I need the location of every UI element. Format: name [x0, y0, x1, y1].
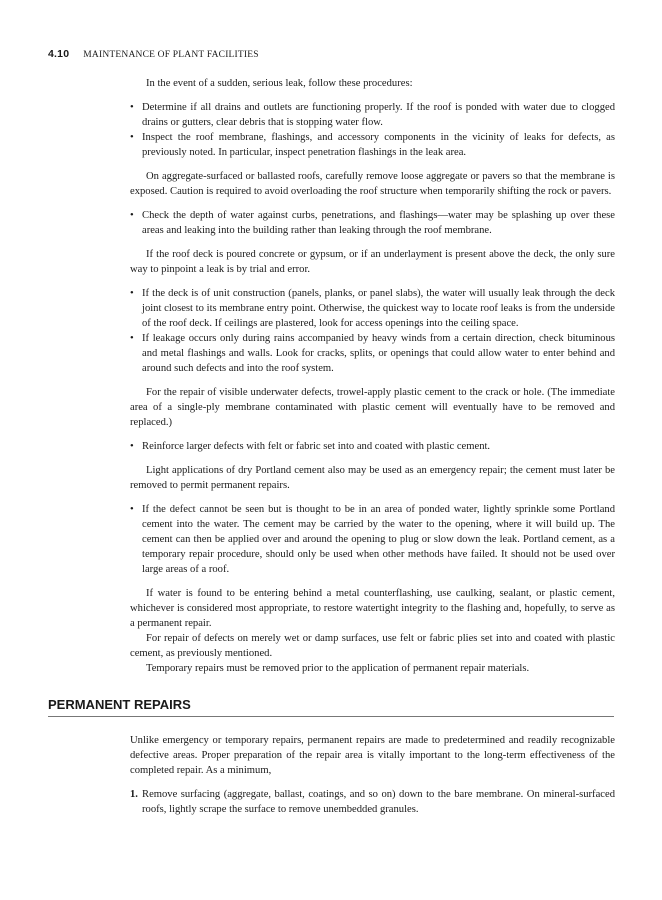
bullet-text: Reinforce larger defects with felt or fabric set into and coated with plastic cement.: [142, 441, 491, 452]
section-heading: PERMANENT REPAIRS: [48, 697, 614, 717]
running-title: MAINTENANCE OF PLANT FACILITIES: [83, 50, 259, 60]
numbered-item: [130, 787, 615, 817]
bullet-text: Determine if all drains and outlets are functioning properly. If the roof is ponded with water due to clogged drains or gutters, clear debris that is stopping water flow.: [142, 102, 615, 128]
bullet-item: [130, 502, 615, 577]
running-header: [48, 48, 259, 60]
paragraph: Unlike emergency or temporary repairs, permanent repairs are made to predetermined and readily recognizable defective areas. Proper preparation of the repair area is vitally important to the long-term effectiveness of the completed repair. As a minimum,: [130, 735, 615, 776]
bullet-text: If leakage occurs only during rains accompanied by heavy winds from a certain direction, check bituminous and metal flashings and walls. Look for cracks, splits, or openings that could allow water to enter behind and around such defects and into the roof system.: [142, 333, 615, 374]
bullet-marker: •: [130, 288, 134, 299]
section-body: [130, 733, 615, 817]
page-number: 4.10: [48, 48, 70, 60]
paragraph: For the repair of visible underwater defects, trowel-apply plastic cement to the crack or hole. (The immediate area of a single-ply membrane contaminated with plastic cement will eventually have to be removed and replaced.): [130, 387, 615, 428]
bullet-marker: •: [130, 441, 134, 452]
bullet-item: [130, 439, 615, 454]
paragraph: If the roof deck is poured concrete or gypsum, or if an underlayment is present above the deck, the only sure way to pinpoint a leak is by trial and error.: [130, 249, 615, 275]
paragraph: For repair of defects on merely wet or damp surfaces, use felt or fabric plies set into and coated with plastic cement, as previously mentioned.: [130, 633, 615, 659]
bullet-text: Inspect the roof membrane, flashings, and accessory components in the vicinity of leaks for defects, as previously noted. In particular, inspect penetration flashings in the leak area.: [142, 132, 615, 158]
item-text: Remove surfacing (aggregate, ballast, coatings, and so on) down to the bare membrane. On mineral-surfaced roofs, lightly scrape the surface to remove unembedded granules.: [142, 789, 615, 815]
bullet-text: Check the depth of water against curbs, penetrations, and flashings—water may be splashing up over these areas and leaking into the building rather than leaking through the roof membrane.: [142, 210, 615, 236]
paragraph: In the event of a sudden, serious leak, follow these procedures:: [146, 78, 413, 89]
bullet-item: [130, 130, 615, 160]
bullet-text: If the deck is of unit construction (panels, planks, or panel slabs), the water will usually leak through the deck joint closest to its membrane entry point. Otherwise, the quickest way to locate roof leaks is from the underside of the roof deck. If ceilings are plastered, look for access openings into the ceiling space.: [142, 288, 615, 329]
bullet-marker: •: [130, 504, 134, 515]
bullet-item: [130, 208, 615, 238]
bullet-marker: •: [130, 333, 134, 344]
paragraph: On aggregate-surfaced or ballasted roofs, carefully remove loose aggregate or pavers so that the membrane is exposed. Caution is required to avoid overloading the roof structure when temporarily shifting the rock or pavers.: [130, 171, 615, 197]
paragraph: If water is found to be entering behind a metal counterflashing, use caulking, sealant, or plastic cement, whichever is considered most appropriate, to restore watertight integrity to the flashing and, hopefully, to serve as a permanent repair.: [130, 588, 615, 629]
bullet-item: [130, 331, 615, 376]
bullet-item: [130, 100, 615, 130]
bullet-marker: •: [130, 102, 134, 113]
bullet-item: [130, 286, 615, 331]
paragraph: Light applications of dry Portland cement also may be used as an emergency repair; the cement must later be removed to permit permanent repairs.: [130, 465, 615, 491]
bullet-text: If the defect cannot be seen but is thought to be in an area of ponded water, lightly sprinkle some Portland cement into the water. The cement may be carried by the water to the opening, where it will build up. The cement can then be applied over and around the opening to plug or slow down the leak. Portland cement, as a temporary repair procedure, should only be used when other methods have failed. It should not be used over large areas of a roof.: [142, 504, 615, 575]
bullet-marker: •: [130, 210, 134, 221]
item-number: 1.: [130, 789, 138, 800]
body-text: [130, 76, 615, 676]
paragraph: Temporary repairs must be removed prior to the application of permanent repair materials.: [146, 663, 530, 674]
bullet-marker: •: [130, 132, 134, 143]
